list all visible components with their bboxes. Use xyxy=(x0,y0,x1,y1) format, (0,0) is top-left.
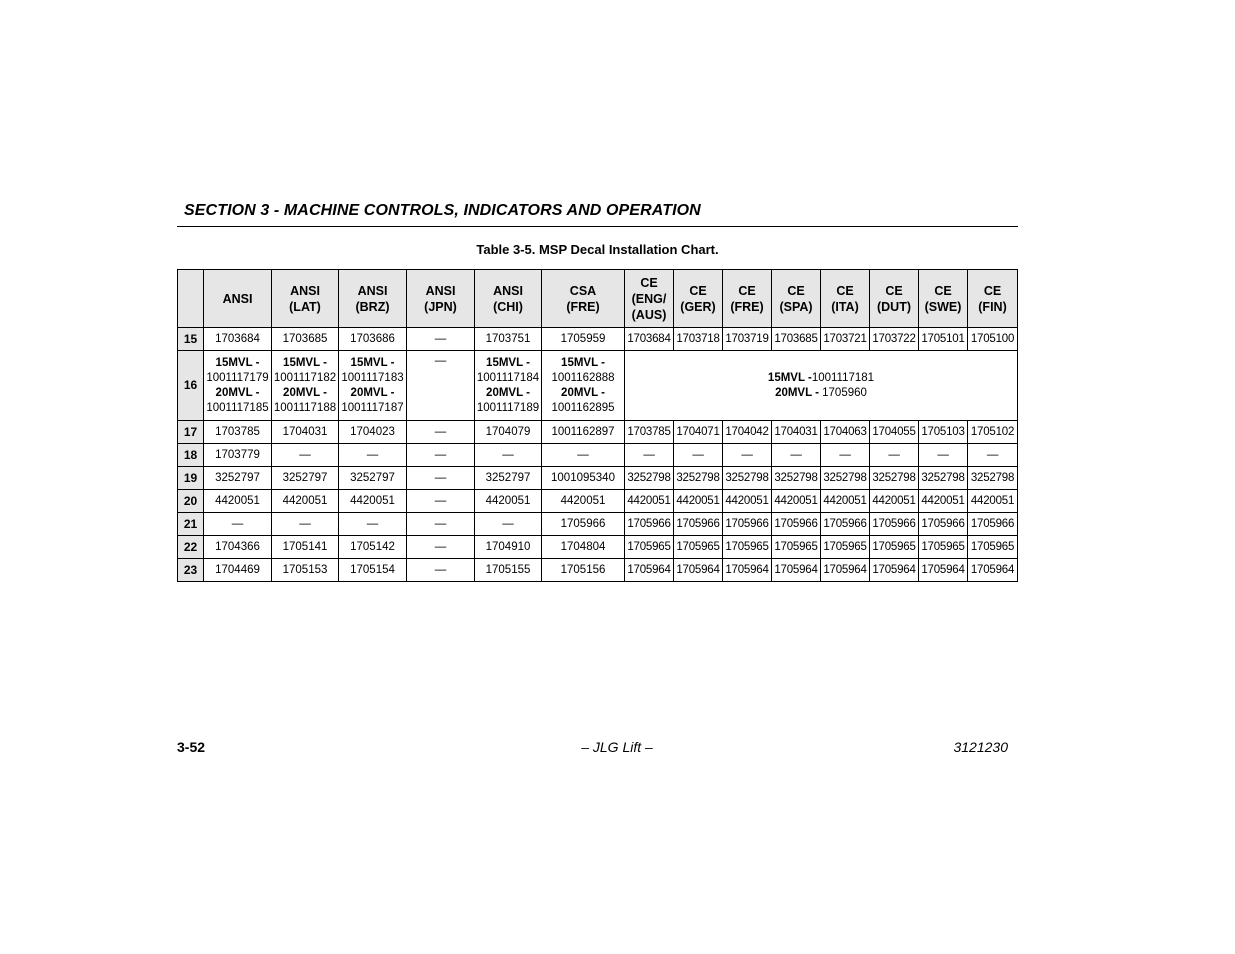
merged-line xyxy=(625,371,1017,386)
column-header: CE (FRE) xyxy=(723,270,772,328)
table-cell: 3252798 xyxy=(870,467,919,490)
table-row xyxy=(178,490,1018,513)
table-cell: — xyxy=(475,444,542,467)
table-cell: 1705965 xyxy=(674,536,723,559)
table-cell: 1001095340 xyxy=(542,467,625,490)
table-cell: 1704804 xyxy=(542,536,625,559)
header-rule xyxy=(177,226,1018,227)
table-cell: — xyxy=(919,444,968,467)
table-cell: 4420051 xyxy=(919,490,968,513)
column-header: ANSI (LAT) xyxy=(272,270,339,328)
part-number: 1705960 xyxy=(822,386,867,399)
table-cell: 1703685 xyxy=(272,328,339,351)
table-cell: 3252797 xyxy=(204,467,272,490)
table-cell: 4420051 xyxy=(968,490,1018,513)
column-header: CSA (FRE) xyxy=(542,270,625,328)
table-body xyxy=(178,328,1018,582)
table-cell: — xyxy=(407,559,475,582)
row-number: 21 xyxy=(178,513,204,536)
table-cell: 1705965 xyxy=(625,536,674,559)
table-cell: — xyxy=(407,513,475,536)
model-label: 15MVL - xyxy=(561,356,605,369)
column-header: ANSI (CHI) xyxy=(475,270,542,328)
table-cell: 3252798 xyxy=(723,467,772,490)
column-header: ANSI (BRZ) xyxy=(339,270,407,328)
table-cell: 1703779 xyxy=(204,444,272,467)
table-cell: 1705102 xyxy=(968,421,1018,444)
table-cell: 1705966 xyxy=(542,513,625,536)
table-cell: 1705103 xyxy=(919,421,968,444)
table-cell: 1703684 xyxy=(625,328,674,351)
table-cell: — xyxy=(407,328,475,351)
table-cell: 1705141 xyxy=(272,536,339,559)
table-cell: 1705966 xyxy=(772,513,821,536)
table-cell: — xyxy=(625,444,674,467)
table-caption: Table 3-5. MSP Decal Installation Chart. xyxy=(476,242,719,257)
table-cell: 1705966 xyxy=(919,513,968,536)
model-label: 20MVL - xyxy=(775,386,823,399)
table-row xyxy=(178,536,1018,559)
table-cell: 1703721 xyxy=(821,328,870,351)
table-cell: 1705966 xyxy=(968,513,1018,536)
model-label: 20MVL - xyxy=(486,386,530,399)
table-cell: — xyxy=(407,351,475,421)
table-cell: — xyxy=(204,513,272,536)
part-number: 1001117189 xyxy=(476,401,540,414)
table-cell: 1705965 xyxy=(772,536,821,559)
table-cell: — xyxy=(407,467,475,490)
table-cell: 1704071 xyxy=(674,421,723,444)
table-cell: 1703785 xyxy=(625,421,674,444)
table-cell: 1705964 xyxy=(723,559,772,582)
table-row xyxy=(178,444,1018,467)
table-cell: 1705966 xyxy=(674,513,723,536)
table-cell: 1705155 xyxy=(475,559,542,582)
table-cell: 1705154 xyxy=(339,559,407,582)
table-cell: 3252797 xyxy=(475,467,542,490)
table-row xyxy=(178,513,1018,536)
table-cell: 1703719 xyxy=(723,328,772,351)
footer-brand: – JLG Lift – xyxy=(581,739,653,755)
table-cell: 1705965 xyxy=(723,536,772,559)
row-number: 23 xyxy=(178,559,204,582)
part-number: 1001117185 xyxy=(206,401,269,414)
row-number: 17 xyxy=(178,421,204,444)
column-header: CE (SPA) xyxy=(772,270,821,328)
model-label: 20MVL - xyxy=(283,386,327,399)
msp-decal-table xyxy=(177,269,1018,582)
table-cell: 1001162897 xyxy=(542,421,625,444)
part-number: 1001117182 xyxy=(273,371,337,384)
table-cell: 1704910 xyxy=(475,536,542,559)
table-cell: 1704055 xyxy=(870,421,919,444)
model-label: 20MVL - xyxy=(561,386,605,399)
table-cell: 4420051 xyxy=(772,490,821,513)
table-cell: 1705965 xyxy=(870,536,919,559)
table-cell: 3252798 xyxy=(674,467,723,490)
part-number: 1001117188 xyxy=(273,401,337,414)
table-header-row xyxy=(178,270,1018,328)
table-cell: — xyxy=(407,490,475,513)
row-number: 19 xyxy=(178,467,204,490)
table-cell: 1705965 xyxy=(821,536,870,559)
part-number: 1001162888 xyxy=(551,371,615,384)
part-number: 1001162895 xyxy=(551,401,615,414)
table-cell: 3252798 xyxy=(821,467,870,490)
column-header: CE (GER) xyxy=(674,270,723,328)
table-cell: 1704063 xyxy=(821,421,870,444)
table-cell xyxy=(339,351,407,421)
table-cell: 4420051 xyxy=(339,490,407,513)
row-number: 16 xyxy=(178,351,204,421)
table-cell: 4420051 xyxy=(204,490,272,513)
table-cell: — xyxy=(968,444,1018,467)
table-cell: 1705156 xyxy=(542,559,625,582)
row-number: 18 xyxy=(178,444,204,467)
table-cell: 3252798 xyxy=(968,467,1018,490)
table-cell: — xyxy=(339,513,407,536)
table-row xyxy=(178,559,1018,582)
part-number: 1001117187 xyxy=(341,401,404,414)
model-label: 15MVL - xyxy=(283,356,327,369)
model-label: 15MVL - xyxy=(486,356,530,369)
table-cell: 1703686 xyxy=(339,328,407,351)
table-cell: 1703684 xyxy=(204,328,272,351)
table-cell: 1705964 xyxy=(919,559,968,582)
table-cell: 1704042 xyxy=(723,421,772,444)
table-cell: 1704079 xyxy=(475,421,542,444)
table-cell: — xyxy=(407,444,475,467)
table-cell: — xyxy=(272,513,339,536)
table-row xyxy=(178,467,1018,490)
section-title: SECTION 3 - MACHINE CONTROLS, INDICATORS AND OPERATION xyxy=(184,202,701,219)
table-cell: 1705966 xyxy=(821,513,870,536)
merged-ce-cell xyxy=(625,351,1018,421)
table-cell: — xyxy=(542,444,625,467)
table-cell: 1703718 xyxy=(674,328,723,351)
table-row xyxy=(178,351,1018,421)
table-cell: 1705966 xyxy=(870,513,919,536)
table-cell: 3252797 xyxy=(272,467,339,490)
table-cell: 4420051 xyxy=(475,490,542,513)
document-number: 3121230 xyxy=(953,739,1008,755)
merged-line xyxy=(625,386,1017,401)
table-cell: — xyxy=(407,536,475,559)
row-number: 15 xyxy=(178,328,204,351)
table-cell: 1704023 xyxy=(339,421,407,444)
table-cell: 3252797 xyxy=(339,467,407,490)
table-cell: 1705964 xyxy=(772,559,821,582)
model-label: 15MVL - xyxy=(767,371,812,384)
part-number: 1001117183 xyxy=(341,371,404,384)
table-cell xyxy=(272,351,339,421)
table-cell: — xyxy=(821,444,870,467)
column-header: ANSI (JPN) xyxy=(407,270,475,328)
table-cell: 1703685 xyxy=(772,328,821,351)
table-cell xyxy=(542,351,625,421)
model-label: 20MVL - xyxy=(215,386,260,399)
table-cell: 1703751 xyxy=(475,328,542,351)
part-number: 1001117179 xyxy=(206,371,269,384)
table-cell: 1705964 xyxy=(674,559,723,582)
table-cell: — xyxy=(870,444,919,467)
table-cell xyxy=(475,351,542,421)
row-number: 22 xyxy=(178,536,204,559)
model-label: 15MVL - xyxy=(350,356,395,369)
table-cell: 1705966 xyxy=(723,513,772,536)
table-cell: 1704031 xyxy=(272,421,339,444)
page-number: 3-52 xyxy=(177,739,206,755)
table-cell: 1704366 xyxy=(204,536,272,559)
table-cell: 4420051 xyxy=(723,490,772,513)
table-cell: 1705964 xyxy=(870,559,919,582)
part-number: 1001117181 xyxy=(811,371,875,384)
table-cell: 3252798 xyxy=(625,467,674,490)
table-cell: — xyxy=(407,421,475,444)
column-header: CE (FIN) xyxy=(968,270,1018,328)
table-cell: 1703722 xyxy=(870,328,919,351)
table-cell xyxy=(204,351,272,421)
header-row-number xyxy=(178,270,204,328)
row-number: 20 xyxy=(178,490,204,513)
table-cell: 4420051 xyxy=(821,490,870,513)
table-cell: 3252798 xyxy=(772,467,821,490)
table-cell: 1703785 xyxy=(204,421,272,444)
table-cell: 1705966 xyxy=(625,513,674,536)
table-cell: 1704469 xyxy=(204,559,272,582)
table-row xyxy=(178,328,1018,351)
column-header: CE (ENG/ (AUS) xyxy=(625,270,674,328)
column-header: CE (DUT) xyxy=(870,270,919,328)
table-cell: 4420051 xyxy=(272,490,339,513)
table-cell: 1704031 xyxy=(772,421,821,444)
table-cell: — xyxy=(475,513,542,536)
table-cell: 1705142 xyxy=(339,536,407,559)
table-cell: 1705964 xyxy=(968,559,1018,582)
table-row xyxy=(178,421,1018,444)
table-cell: — xyxy=(674,444,723,467)
table-cell: 1705100 xyxy=(968,328,1018,351)
model-label: 15MVL - xyxy=(215,356,260,369)
table-cell: — xyxy=(772,444,821,467)
table-cell: — xyxy=(339,444,407,467)
table-cell: 4420051 xyxy=(674,490,723,513)
table-cell: 1705153 xyxy=(272,559,339,582)
model-label: 20MVL - xyxy=(350,386,395,399)
table-cell: 4420051 xyxy=(542,490,625,513)
table-cell: 1705101 xyxy=(919,328,968,351)
table-cell: 1705964 xyxy=(821,559,870,582)
table-cell: 1705964 xyxy=(625,559,674,582)
table-cell: 4420051 xyxy=(870,490,919,513)
table-cell: 1705965 xyxy=(919,536,968,559)
column-header: ANSI xyxy=(204,270,272,328)
table-cell: 1705965 xyxy=(968,536,1018,559)
table-cell: 4420051 xyxy=(625,490,674,513)
column-header: CE (SWE) xyxy=(919,270,968,328)
table-cell: — xyxy=(272,444,339,467)
table-cell: 3252798 xyxy=(919,467,968,490)
table-cell: — xyxy=(723,444,772,467)
column-header: CE (ITA) xyxy=(821,270,870,328)
table-cell: 1705959 xyxy=(542,328,625,351)
part-number: 1001117184 xyxy=(476,371,540,384)
